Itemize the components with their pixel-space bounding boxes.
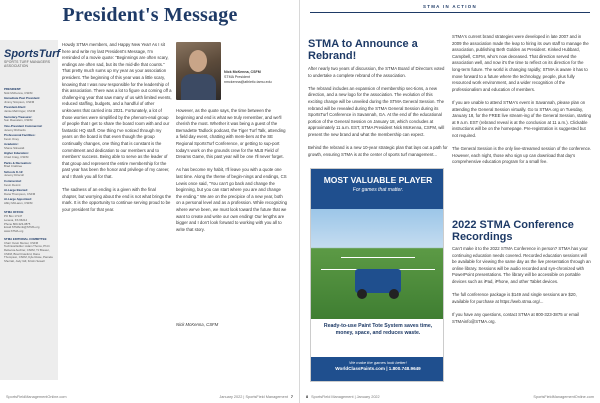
office-line: PO Box 17147 xyxy=(4,214,23,219)
committee-heading: STMA EDITORIAL COMMITTEE xyxy=(4,236,47,241)
officer-role: At-Large Elected: xyxy=(4,188,28,193)
caption-role: STMA President xyxy=(224,75,250,79)
officer-role: Vice-President Commercial: xyxy=(4,123,43,128)
page-number: 7 xyxy=(290,395,293,399)
footer-issue-right xyxy=(306,395,380,399)
officer-name: Shane Stirewalt xyxy=(4,145,25,150)
officer-entry xyxy=(4,198,54,206)
committee-line: Chair: Kevin Mercer, CSFM xyxy=(4,240,39,245)
officer-name: Nick McKenna, CSFM xyxy=(4,90,33,95)
officer-name: Kevin DeLint xyxy=(4,182,21,187)
ad-field-image xyxy=(311,209,444,319)
officer-role: Professional Facilities: xyxy=(4,132,36,137)
officer-entry xyxy=(4,171,54,179)
footer-issue-right-text: SportsField Management | January 2022 xyxy=(311,395,380,399)
caption-name: Nick McKenna, CSFM xyxy=(224,70,261,74)
logo-tagline: SPORTS TURF MANAGERS ASSOCIATION xyxy=(4,60,51,68)
footer-site: SportsFieldManagementOnline.com xyxy=(6,395,67,399)
page-number-right: 8 xyxy=(306,395,309,399)
officer-role: PRESIDENT: xyxy=(4,87,22,91)
officer-entry xyxy=(4,106,54,114)
ad-subtitle: For games that matter. xyxy=(352,187,404,193)
officer-entry xyxy=(4,88,54,96)
section-tag: STMA IN ACTION xyxy=(423,4,477,9)
officer-role: President-Elect: xyxy=(4,105,27,110)
officer-role: At-Large Appointed: xyxy=(4,197,32,202)
logo-name: SportsTurf xyxy=(4,48,61,60)
officer-entry xyxy=(4,97,54,105)
office-line: www.STMA.org xyxy=(4,229,24,234)
ad-footer xyxy=(311,357,444,381)
rebrand-heading: STMA to Announce a Rebrand! xyxy=(308,38,418,62)
caption-email: nmckenna@athletic.tamu.edu xyxy=(224,80,272,84)
officer-name: Dana Thompson, CSFM xyxy=(4,191,36,196)
office-info xyxy=(4,211,54,233)
sportsturf-logo xyxy=(4,48,61,70)
masthead-sidebar xyxy=(0,40,61,380)
officer-role: Higher Education: xyxy=(4,151,29,156)
officer-name: Jimmy Simpson, CSFM xyxy=(4,99,35,104)
photo-caption xyxy=(224,70,294,85)
officer-entry xyxy=(4,134,54,142)
officer-role: Schools K-12: xyxy=(4,169,24,174)
officer-role: Commercial: xyxy=(4,178,22,183)
officers-list xyxy=(4,88,54,206)
officer-role: Immediate Past President: xyxy=(4,96,41,101)
ad-title: MOST VALUABLE PLAYER xyxy=(323,175,433,185)
officer-entry xyxy=(4,180,54,188)
officer-name: Jeremy Richards xyxy=(4,127,26,132)
officer-entry xyxy=(4,189,54,197)
officer-name: Abby McLaren, CSFM xyxy=(4,201,33,206)
officer-entry xyxy=(4,116,54,124)
ad-header xyxy=(311,169,444,209)
footer-site-right: SportsFieldManagementOnline.com xyxy=(533,395,594,399)
ad-footer-contact: WorldClassPaints.com | 1.800.748.9649 xyxy=(335,366,421,371)
officer-role: Secretary-Treasurer: xyxy=(4,114,33,119)
ad-footer-slogan: We make the games look better! xyxy=(349,360,407,365)
message-column-2: However, as the quote says, the time between the beginning and end is what we truly remember, and we'll cherish the most. Whether it was being a guest of the Bernadette Tadlock podcast, the Tiger Turf Talk, attending a field day event, chatting with mem-bers at the SE Regional SportsTurf Conference, or getting to sup-port today's work on the grounds crew for the MLB Field of Dreams Game, this past year will be one I'll never forget. As has become my habit, I'll leave you with a quote one last time. Along the theme of begin-nings and endings, CS Lewis once said, "You can't go back and change the beginning, but you can start where you are and change the ending." We are on the precipice of a new year, both on a personal level and as a profession. While recognizing where we've been, we must look toward the future that we want to create and write our own ending! Our lengths are bigger and I don't look forward to working with you all to write that story. xyxy=(176,108,288,232)
rebrand-column: After nearly two years of discussion, the STMA Board of Directors voted to undertake a complete rebrand of the association. The rebrand includes an expansion of membership sec-tions, a new direction, and a new logo for the association. The evolution of this exciting change will be unveiled during the STMA General Session. The rebrand will be revealed during the STMA General Session during its SportsTurf Conference in Savannah, GA. At the end of the educational portion of the General Session on January 18, which concludes at approximately 11 a.m. EST, STMA President Nick McKenna, CSFM, will present the new brand and what the membership can expect. Behind the rebrand is a new 10-year strategic plan that lays out a path for growth, ensuring STMA is at the center of sports turf management... xyxy=(308,66,448,157)
officer-entry xyxy=(4,162,54,170)
message-column-1: Howdy STMA members, and Happy New Year! As I sit here and write my last President's Message, I'm reminded of a movie quote: "Beginnings are often scary, endings are often sad, but its the mid-dle that counts." That pretty much sums up my year as your association president. The beginning of this year was a little scary, knowing that I was now responsible for the leadership of this association. There was a lot to figure out coming off a challeng-ing year that saw many of us with limited events, reduced staffing, budgets, and a handful of other unknowns that carried into 2021. Fortunately, a lot of those worries were simplified by the phenom-enal group of people that I get to share the board room with and our fantastic HQ staff. One thing I've noticed through my years on the board is that even though the group continually changes, one thing that is constant is the commitment and dedication to our members and to members' success. Being able to serve as the leader of that group and represent the entire membership for the past year has been the honor and privilege of my career, and I thank you all for that. The sadness of an ending is a given with the final chapter, but worrying about the end is not what brings the mark. It is the opportunity to continue serving proud to be your president for that year. xyxy=(62,42,172,212)
committee-info xyxy=(4,242,54,264)
president-photo xyxy=(176,42,221,100)
committee-line: Technical Editor: Adam Thoms, Ph.D. xyxy=(4,244,51,249)
office-line: Phone 800-323-3875 xyxy=(4,221,31,226)
office-line: STMA OFFICE xyxy=(4,210,24,215)
right-page xyxy=(300,0,600,403)
footer-issue-text: January 2022 | SportsField Management xyxy=(219,395,288,399)
recordings-heading: 2022 STMA Conference Recordings xyxy=(452,219,574,243)
header-rule xyxy=(310,12,590,13)
officer-name: Kevin Oney xyxy=(4,136,19,141)
officer-entry xyxy=(4,152,54,160)
officer-name: Brad Crabtree xyxy=(4,164,23,169)
page-title: President's Message xyxy=(62,4,238,26)
rebrand-column-2: STMA's current brand strategies were developed in late 2007 and in 2009 the association made the leap to hiring its own staff to manage the association, publishing Beth Golden as President. Kinked Hubbard, Campbell, CSFM, who's now deceased. That direction served the association well, and now it's the time to reflect on its direction for the long-term future. The world is changing rapidly; STMA is aware it has to move forward to a future where the technology, people, plus fully resourced work environment, and a wider recognition of the professionalism and education of members. If you are unable to attend STMA's event in Savannah, please plan on attending the General Session virtually. Go to STMA.org on Tuesday, January 18, for the FREE live stream-ing of the General Session, starting at 9 a.m. EST (rebrand reveal is at the conclusion at 11 a.m.). Clickable instructions will be on the homepage. Pre-registration is suggested but not required. The General Session is the only live-streamed session of the conference. However, each night, those who sign up can download that day's comprehensive education program for a small fee. xyxy=(452,34,592,165)
committee-line: Rebecca Auchter, CSFM, TJ Brewer, CSFM, Brad Crawford, Dana Thompson, CSFM, Kyle Rowe, Pamela Sherratt, Jody Gill, Kristin Sewell xyxy=(4,247,53,264)
office-line: Lenexa, KS 66214 xyxy=(4,217,28,222)
footer-issue xyxy=(219,395,293,399)
office-line: Email STMAinfo@STMA.org xyxy=(4,225,40,230)
officer-role: Academic: xyxy=(4,142,19,147)
officer-name: Chad Craig, CSFM xyxy=(4,155,29,160)
officer-name: Jamie Mehringer, CSFM xyxy=(4,109,36,114)
officer-role: Parks & Recreation: xyxy=(4,160,32,165)
officer-entry xyxy=(4,143,54,151)
advertisement xyxy=(310,168,444,382)
officer-name: Sun Roesslein, CSFM xyxy=(4,118,33,123)
officer-name: Jeremy Driscoll xyxy=(4,173,24,178)
signature: Nick McKenna, CSFM xyxy=(176,322,219,327)
recordings-column: Can't make it to the 2022 STMA Conference in person? STMA has your continuing education needs covered. Recorded education sessions will be available for viewing the same day as the live presentation through an online library. Sessions will be audio recorded and syn-chronized with PowerPoint presentations. The library will be accessible on portable devices such as iPad, iPhone, and other Tablet devices. The full conference package is $149 and single sessions are $20, available for purchase at https://web.stma.org/... If you have any questions, contact STMA at 800-323-3875 or email STMAinfo@STMA.org. xyxy=(452,246,591,324)
ad-tagline: Ready-to-use Paint Tote System saves time, money, space, and reduces waste. xyxy=(323,323,433,336)
officer-entry xyxy=(4,125,54,133)
